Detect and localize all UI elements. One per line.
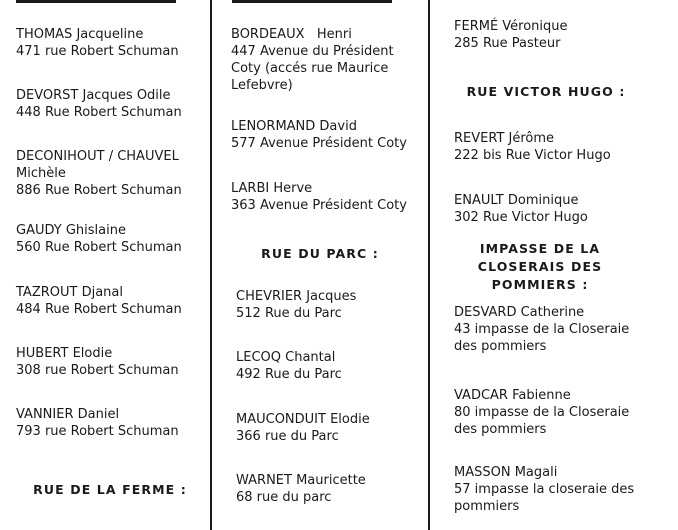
- resident-address: 492 Rue du Parc: [236, 367, 342, 382]
- resident-address: 285 Rue Pasteur: [454, 36, 561, 51]
- street-heading: RUE DU PARC :: [261, 246, 379, 261]
- resident-address-continued: Coty (accés rue Maurice: [231, 61, 389, 76]
- resident-address: 302 Rue Victor Hugo: [454, 210, 588, 225]
- resident-name: LENORMAND David: [231, 119, 357, 134]
- resident-name: GAUDY Ghislaine: [16, 223, 126, 238]
- resident-address: 448 Rue Robert Schuman: [16, 105, 182, 120]
- resident-name: THOMAS Jacqueline: [16, 27, 144, 42]
- resident-entry: [236, 411, 370, 445]
- resident-address-continued: pommiers: [454, 499, 520, 514]
- resident-entry: [16, 222, 182, 256]
- resident-name: DECONIHOUT / CHAUVEL: [16, 149, 179, 164]
- resident-name-continued: Michèle: [16, 166, 66, 181]
- resident-name: BORDEAUX Henri: [231, 27, 352, 42]
- resident-entry: [16, 148, 182, 199]
- column-pasteur-hugo-closeraie: [430, 0, 678, 530]
- resident-address: 577 Avenue Président Coty: [231, 136, 407, 151]
- resident-entry: [454, 387, 629, 438]
- resident-entry: [454, 464, 634, 515]
- resident-address: 560 Rue Robert Schuman: [16, 240, 182, 255]
- resident-name: HUBERT Elodie: [16, 346, 113, 361]
- resident-name: DESVARD Catherine: [454, 305, 585, 320]
- resident-address: 447 Avenue du Président: [231, 44, 394, 59]
- resident-address: 484 Rue Robert Schuman: [16, 302, 182, 317]
- resident-address: 512 Rue du Parc: [236, 306, 342, 321]
- resident-entry: [16, 406, 179, 440]
- resident-entry: [231, 26, 394, 94]
- column-president-coty: [212, 0, 428, 530]
- resident-name: DEVORST Jacques Odile: [16, 88, 171, 103]
- resident-name: VANNIER Daniel: [16, 407, 120, 422]
- street-heading: IMPASSE DE LA CLOSERAIS DES POMMIERS :: [477, 241, 603, 292]
- resident-address: 80 impasse de la Closeraie: [454, 405, 630, 420]
- resident-address: 471 rue Robert Schuman: [16, 44, 179, 59]
- resident-address: 308 rue Robert Schuman: [16, 363, 179, 378]
- resident-address: 793 rue Robert Schuman: [16, 424, 179, 439]
- column-robert-schuman: [0, 0, 210, 530]
- resident-name: TAZROUT Djanal: [16, 285, 123, 300]
- resident-entry: [454, 130, 611, 164]
- resident-address: 57 impasse la closeraie des: [454, 482, 635, 497]
- resident-address-continued: Lefebvre): [231, 78, 293, 93]
- resident-address: 68 rue du parc: [236, 490, 332, 505]
- resident-entry: [236, 472, 366, 506]
- resident-entry: [16, 87, 182, 121]
- resident-entry: [236, 349, 342, 383]
- resident-name: MAUCONDUIT Elodie: [236, 412, 370, 427]
- resident-entry: [16, 284, 182, 318]
- resident-address-continued: des pommiers: [454, 422, 547, 437]
- resident-entry: [236, 288, 356, 322]
- resident-name: MASSON Magali: [454, 465, 558, 480]
- resident-entry: [454, 18, 568, 52]
- resident-name: CHEVRIER Jacques: [236, 289, 357, 304]
- resident-entry: [454, 192, 588, 226]
- street-heading: RUE DE LA FERME :: [33, 482, 187, 497]
- resident-entry: [231, 180, 407, 214]
- resident-entry: [231, 118, 407, 152]
- street-heading: RUE VICTOR HUGO :: [466, 84, 626, 99]
- resident-address: 363 Avenue Président Coty: [231, 198, 407, 213]
- resident-address: 366 rue du Parc: [236, 429, 339, 444]
- resident-name: VADCAR Fabienne: [454, 388, 571, 403]
- resident-name: FERMÉ Véronique: [454, 19, 568, 34]
- resident-name: REVERT Jérôme: [454, 131, 555, 146]
- resident-name: LECOQ Chantal: [236, 350, 336, 365]
- resident-entry: [454, 304, 629, 355]
- resident-entry: [16, 345, 179, 379]
- resident-name: WARNET Mauricette: [236, 473, 366, 488]
- resident-address-continued: des pommiers: [454, 339, 547, 354]
- resident-name: ENAULT Dominique: [454, 193, 579, 208]
- resident-address: 43 impasse de la Closeraie: [454, 322, 630, 337]
- resident-address: 886 Rue Robert Schuman: [16, 183, 182, 198]
- resident-entry: [16, 26, 179, 60]
- resident-address: 222 bis Rue Victor Hugo: [454, 148, 611, 163]
- resident-name: LARBI Herve: [231, 181, 313, 196]
